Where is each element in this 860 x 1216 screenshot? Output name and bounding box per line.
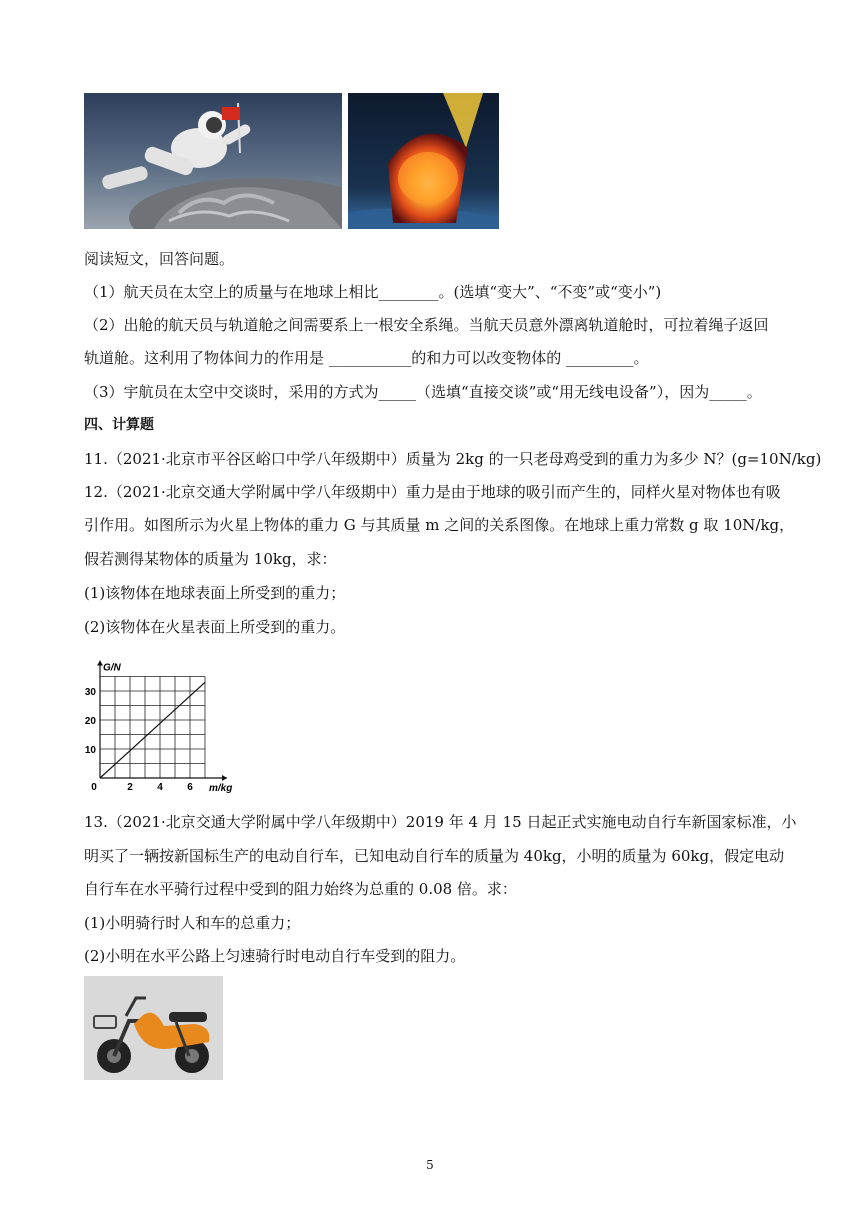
q10-part3: （3）宇航员在太空中交谈时，采用的方式为_____（选填“直接交谈”或“用无线电设备”），因为_____。 (84, 383, 762, 401)
astronaut-photo (84, 93, 342, 229)
q10-part1: （1）航天员在太空上的质量与在地球上相比________。(选填“变大”、“不变”或“变小”) (84, 283, 662, 301)
q13-line1: 13.（2021·北京交通大学附属中学八年级期中）2019 年 4 月 15 日起正式实施电动自行车新国家标准，小 (84, 813, 797, 831)
q10-part2-line2: 轨道舱。这利用了物体间力的作用是 ___________的和力可以改变物体的 _________。 (84, 349, 649, 367)
q11-text: 11.（2021·北京市平谷区峪口中学八年级期中）质量为 2kg 的一只老母鸡受到的重力为多少 N？(g=10N/kg) (84, 450, 822, 468)
section-heading-calculation: 四、计算题 (84, 417, 154, 433)
x-axis-arrow (222, 775, 227, 781)
origin-label: 0 (91, 782, 97, 793)
y-tick-label: 10 (84, 745, 96, 756)
y-tick-label: 20 (84, 716, 96, 727)
q12-sub2: (2)该物体在火星表面上所受到的重力。 (84, 618, 346, 636)
q13-sub1: (1)小明骑行时人和车的总重力； (84, 914, 301, 932)
q12-line1: 12.（2021·北京交通大学附属中学八年级期中）重力是由于地球的吸引而产生的，同样火星对物体也有吸 (84, 483, 781, 501)
x-tick-label: 6 (187, 782, 193, 793)
capsule-reentry-photo (348, 93, 499, 229)
x-axis-label: m/kg (209, 783, 233, 794)
q12-line3: 假若测得某物体的质量为 10kg，求： (84, 550, 337, 568)
page-number: 5 (426, 1158, 434, 1172)
q10-part2-line1: （2）出舱的航天员与轨道舱之间需要系上一根安全系绳。当航天员意外漂离轨道舱时，可拉着绳子返回 (84, 316, 769, 334)
y-tick-label: 30 (84, 687, 96, 698)
reading-instruction: 阅读短文，回答问题。 (84, 250, 235, 268)
q12-sub1: (1)该物体在地球表面上所受到的重力； (84, 584, 346, 602)
q12-line2: 引作用。如图所示为火星上物体的重力 G 与其质量 m 之间的关系图像。在地球上重力常数 g 取 10N/kg， (84, 516, 795, 534)
x-tick-label: 4 (157, 782, 163, 793)
q13-line3: 自行车在水平骑行过程中受到的阻力始终为总重的 0.08 倍。求： (84, 880, 517, 898)
x-tick-label: 2 (127, 782, 133, 793)
y-axis-label: G/N (103, 662, 121, 674)
electric-bike-photo (84, 976, 223, 1080)
q13-line2: 明买了一辆按新国标生产的电动自行车，已知电动自行车的质量为 40kg，小明的质量为 60kg，假定电动 (84, 847, 785, 865)
q13-sub2: (2)小明在水平公路上匀速骑行时电动自行车受到的阻力。 (84, 947, 466, 965)
mars-gravity-chart (84, 648, 244, 794)
